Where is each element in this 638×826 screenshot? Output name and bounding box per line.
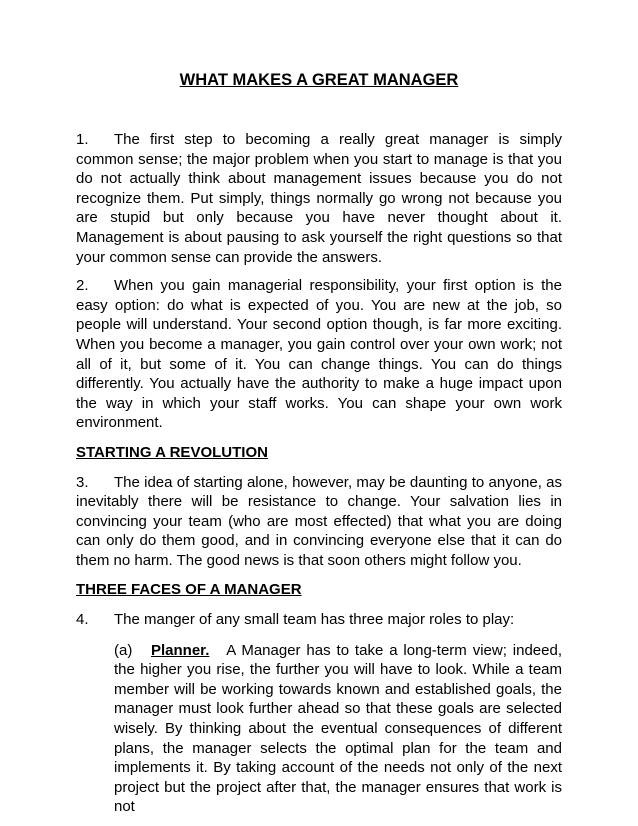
paragraph-number: 3. xyxy=(76,473,89,491)
paragraph-1 xyxy=(76,130,562,267)
paragraph-2 xyxy=(76,276,562,433)
paragraph-text: The idea of starting alone, however, may be daunting to anyone, as inevitably there will be resistance to change. Your salvation lies in convincing your team (who are most effected) that what you are doing can only do them good, and in convincing everyone else that it can do them no harm. The good news is that soon others might follow you. xyxy=(76,473,562,569)
paragraph-number: 2. xyxy=(76,277,89,295)
paragraph-number: 1. xyxy=(76,131,89,148)
paragraph-text: The manger of any small team has three major roles to play: xyxy=(114,611,515,629)
paragraph-3 xyxy=(76,473,562,571)
sub-item-text: A Manager has to take a long-term view; indeed, the higher you rise, the further you will have to look. While a team member will be working towards known and established goals, the manager must look further ahead so that these goals are selected wisely. By thinking about the eventual consequences of different plans, the manager selects the optimal plan for the team and implements it. By taking account of the needs not only of the next project but the project after that, the manager ensures that work is not xyxy=(114,641,562,816)
sub-item-planner xyxy=(114,641,562,817)
paragraph-4 xyxy=(76,610,562,630)
paragraph-number: 4. xyxy=(76,611,89,629)
paragraph-text: The first step to becoming a really great manager is simply common sense; the major problem when you start to manage is that you do not actually think about management issues because you do not recognize them. Put simply, things normally go wrong not because you are stupid but only because you have never thought about it. Management is about pausing to ask yourself the right questions so that your common sense can provide the answers. xyxy=(76,131,562,266)
paragraph-text: When you gain managerial responsibility, your first option is the easy option: do what is expected of you. You are new at the job, so people will understand. Your second option though, is far more exciting. When you become a manager, you gain control over your own work; not all of it, but some of it. You can change things. You can do things differently. You actually have the authority to make a huge impact upon the way in which your staff works. You can shape your own work environment. xyxy=(76,277,562,432)
section-heading-faces: THREE FACES OF A MANAGER xyxy=(76,581,302,599)
sub-item-label: (a) xyxy=(114,641,133,659)
document-title: WHAT MAKES A GREAT MANAGER xyxy=(179,71,459,89)
sub-item-term: Planner. xyxy=(151,641,210,659)
section-heading-revolution: STARTING A REVOLUTION xyxy=(76,443,268,461)
